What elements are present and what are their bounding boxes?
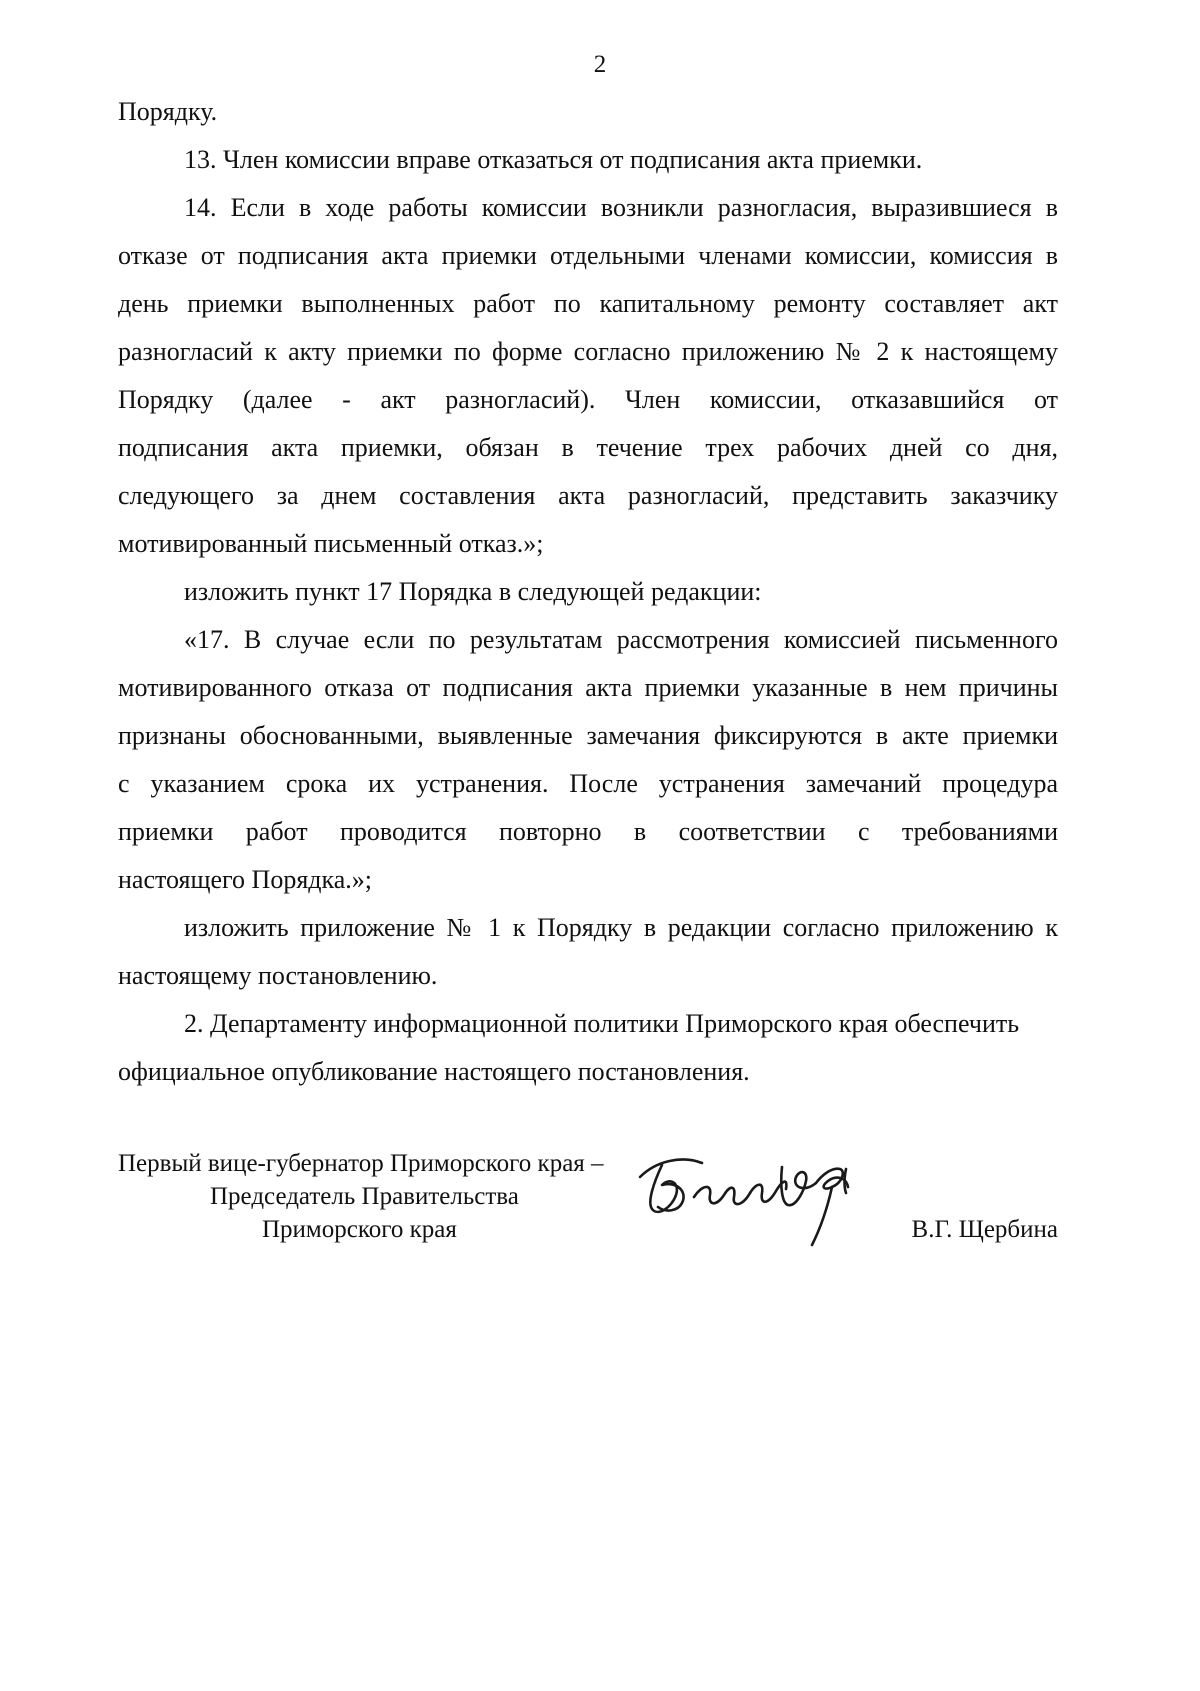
body-line: Порядку.: [118, 97, 218, 126]
signatory-title-line-3: Приморского края: [262, 1216, 457, 1243]
signature-block: [118, 1147, 1058, 1277]
body-line: мотивированный письменный отказ.»;: [118, 529, 544, 558]
signatory-name: В.Г. Щербина: [911, 1216, 1058, 1243]
body-line: приемки работ проводится повторно в соответствии с требованиями: [118, 817, 1058, 846]
body-line: подписания акта приемки, обязан в течение трех рабочих дней со дня,: [118, 433, 1058, 462]
body-line: «17. В случае если по результатам рассмотрения комиссией письменного: [184, 625, 1058, 654]
body-line: настоящему постановлению.: [118, 961, 438, 990]
handwritten-signature: [632, 1147, 882, 1257]
body-line: отказе от подписания акта приемки отдельными членами комиссии, комиссия в: [118, 241, 1058, 270]
body-line: 2. Департаменту информационной политики Приморского края обеспечить: [184, 1009, 1020, 1038]
document-body: [118, 88, 1058, 1096]
body-line: 13. Член комиссии вправе отказаться от подписания акта приемки.: [184, 145, 923, 174]
body-line: изложить приложение № 1 к Порядку в редакции согласно приложению к: [184, 913, 1058, 942]
page-number: 2: [593, 51, 607, 78]
body-line: изложить пункт 17 Порядка в следующей редакции:: [184, 577, 762, 606]
body-line: 14. Если в ходе работы комиссии возникли разногласия, выразившиеся в: [184, 193, 1058, 222]
body-line: признаны обоснованными, выявленные замечания фиксируются в акте приемки: [118, 721, 1058, 750]
body-line: настоящего Порядка.»;: [118, 865, 373, 894]
signatory-title-line-2: Председатель Правительства: [210, 1183, 519, 1210]
body-line: Порядку (далее - акт разногласий). Член комиссии, отказавшийся от: [118, 385, 1058, 414]
body-line: день приемки выполненных работ по капитальному ремонту составляет акт: [118, 289, 1058, 318]
body-line: с указанием срока их устранения. После устранения замечаний процедура: [118, 769, 1058, 798]
body-line: следующего за днем составления акта разногласий, представить заказчику: [118, 481, 1058, 510]
body-line: разногласий к акту приемки по форме согласно приложению № 2 к настоящему: [118, 337, 1058, 366]
signatory-title-line-1: Первый вице-губернатор Приморского края –: [118, 1150, 604, 1177]
body-line: мотивированного отказа от подписания акта приемки указанные в нем причины: [118, 673, 1058, 702]
body-line: официальное опубликование настоящего постановления.: [118, 1057, 750, 1086]
